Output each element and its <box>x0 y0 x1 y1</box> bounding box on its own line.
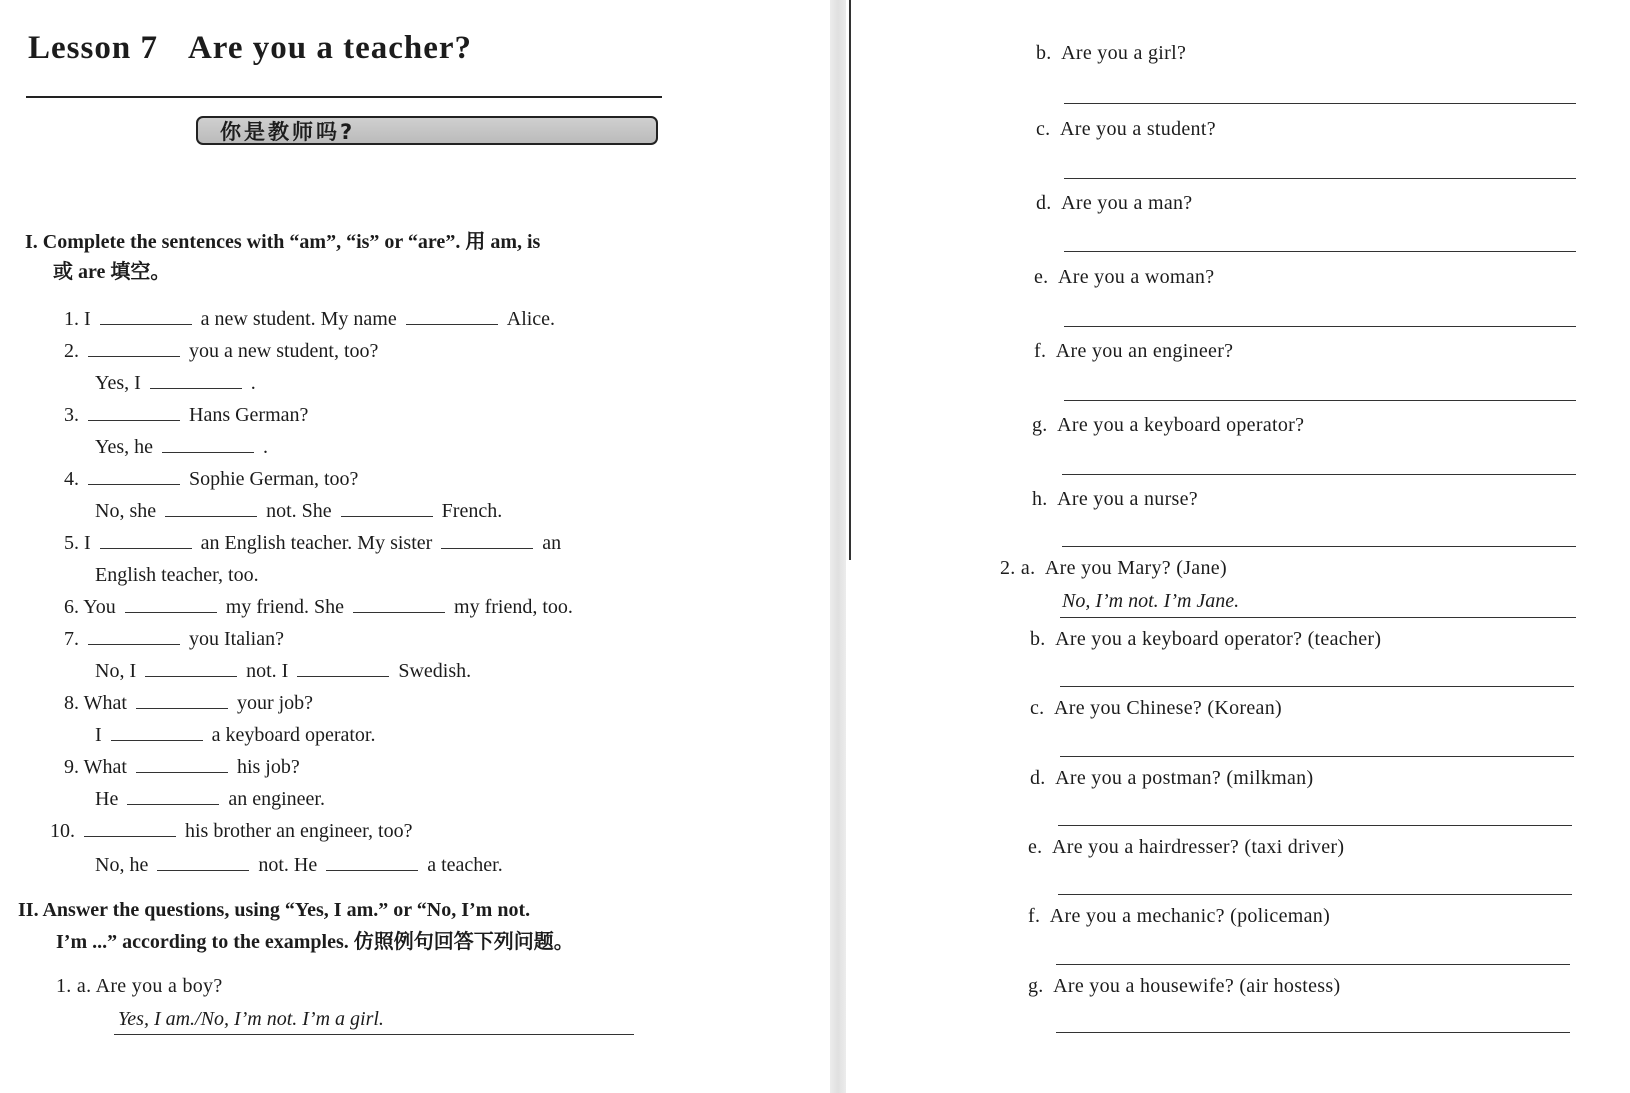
section-2-heading: II. Answer the questions, using “Yes, I am.” or “No, I’m not. <box>18 899 531 921</box>
answer-line[interactable] <box>1064 251 1576 252</box>
question-1a: 1. a. Are you a boy? <box>56 975 223 997</box>
exercise-9-reply: He an engineer. <box>95 788 325 810</box>
question-1g: g. Are you a keyboard operator? <box>1032 414 1305 436</box>
title-divider <box>26 96 662 98</box>
question-2f: f. Are you a mechanic? (policeman) <box>1028 905 1331 927</box>
answer-blank[interactable] <box>136 690 228 709</box>
question-1e: e. Are you a woman? <box>1034 266 1215 288</box>
example-answer-2a: No, I’m not. I’m Jane. <box>1062 590 1240 612</box>
answer-blank[interactable] <box>145 658 237 677</box>
question-1b: b. Are you a girl? <box>1036 42 1187 64</box>
answer-blank[interactable] <box>341 498 433 517</box>
lesson-number: Lesson 7 <box>28 30 158 66</box>
answer-blank[interactable] <box>162 434 254 453</box>
answer-blank[interactable] <box>84 818 176 837</box>
exercise-6-line: 6. You my friend. She my friend, too. <box>64 596 573 618</box>
exercise-10-line: 10. his brother an engineer, too? <box>50 820 413 842</box>
answer-blank[interactable] <box>165 498 257 517</box>
answer-line[interactable] <box>1056 964 1570 965</box>
question-2e: e. Are you a hairdresser? (taxi driver) <box>1028 836 1345 858</box>
question-2d: d. Are you a postman? (milkman) <box>1030 767 1314 789</box>
exercise-7-reply: No, I not. I Swedish. <box>95 660 472 682</box>
answer-blank[interactable] <box>100 306 192 325</box>
answer-blank[interactable] <box>111 722 203 741</box>
exercise-8-line: 8. What your job? <box>64 692 314 714</box>
question-1c: c. Are you a student? <box>1036 118 1216 140</box>
answer-line[interactable] <box>1064 178 1576 179</box>
lesson-name: Are you a teacher? <box>187 30 473 66</box>
exercise-2-reply: Yes, I . <box>95 372 256 394</box>
answer-blank[interactable] <box>125 594 217 613</box>
lesson-title <box>28 30 472 67</box>
chinese-title-banner: 你是教师吗? <box>196 116 658 145</box>
exercise-3-reply: Yes, he . <box>95 436 268 458</box>
answer-blank[interactable] <box>100 530 192 549</box>
exercise-9-line: 9. What his job? <box>64 756 300 778</box>
question-2a: 2. a. Are you Mary? (Jane) <box>1000 557 1227 579</box>
answer-line[interactable] <box>114 1034 634 1035</box>
answer-blank[interactable] <box>406 306 498 325</box>
answer-line[interactable] <box>1058 825 1572 826</box>
answer-line[interactable] <box>1056 1032 1570 1033</box>
exercise-4-line: 4. Sophie German, too? <box>64 468 359 490</box>
answer-blank[interactable] <box>88 338 180 357</box>
answer-blank[interactable] <box>326 852 418 871</box>
answer-line[interactable] <box>1060 756 1574 757</box>
book-gutter <box>830 0 846 1093</box>
answer-line[interactable] <box>1060 617 1576 618</box>
answer-blank[interactable] <box>157 852 249 871</box>
example-answer-1a: Yes, I am./No, I’m not. I’m a girl. <box>118 1008 384 1030</box>
exercise-3-line: 3. Hans German? <box>64 404 309 426</box>
question-2g: g. Are you a housewife? (air hostess) <box>1028 975 1341 997</box>
answer-line[interactable] <box>1062 474 1576 475</box>
question-1d: d. Are you a man? <box>1036 192 1193 214</box>
question-2c: c. Are you Chinese? (Korean) <box>1030 697 1282 719</box>
question-2b: b. Are you a keyboard operator? (teacher) <box>1030 628 1382 650</box>
answer-blank[interactable] <box>150 370 242 389</box>
answer-line[interactable] <box>1064 400 1576 401</box>
spine-line <box>849 0 851 560</box>
exercise-5-line: 5. I an English teacher. My sister an <box>64 532 562 554</box>
section-1-heading: I. Complete the sentences with “am”, “is” or “are”. 用 am, is <box>25 231 541 253</box>
answer-line[interactable] <box>1062 546 1576 547</box>
answer-blank[interactable] <box>136 754 228 773</box>
answer-blank[interactable] <box>353 594 445 613</box>
answer-blank[interactable] <box>88 402 180 421</box>
exercise-7-line: 7. you Italian? <box>64 628 284 650</box>
question-1h: h. Are you a nurse? <box>1032 488 1198 510</box>
answer-blank[interactable] <box>441 530 533 549</box>
answer-line[interactable] <box>1064 103 1576 104</box>
exercise-2-line: 2. you a new student, too? <box>64 340 379 362</box>
answer-blank[interactable] <box>88 626 180 645</box>
answer-line[interactable] <box>1060 686 1574 687</box>
exercise-5-cont: English teacher, too. <box>95 564 259 586</box>
answer-line[interactable] <box>1064 326 1576 327</box>
section-1-heading-cont: 或 are 填空。 <box>53 261 171 283</box>
exercise-10-reply: No, he not. He a teacher. <box>95 854 503 876</box>
exercise-8-reply: I a keyboard operator. <box>95 724 376 746</box>
section-2-heading-cont: I’m ...” according to the examples. 仿照例句回答下列问题。 <box>56 931 574 953</box>
exercise-4-reply: No, she not. She French. <box>95 500 503 522</box>
question-1f: f. Are you an engineer? <box>1034 340 1234 362</box>
answer-line[interactable] <box>1058 894 1572 895</box>
exercise-1-line: 1. I a new student. My name Alice. <box>64 308 556 330</box>
answer-blank[interactable] <box>297 658 389 677</box>
answer-blank[interactable] <box>88 466 180 485</box>
answer-blank[interactable] <box>127 786 219 805</box>
